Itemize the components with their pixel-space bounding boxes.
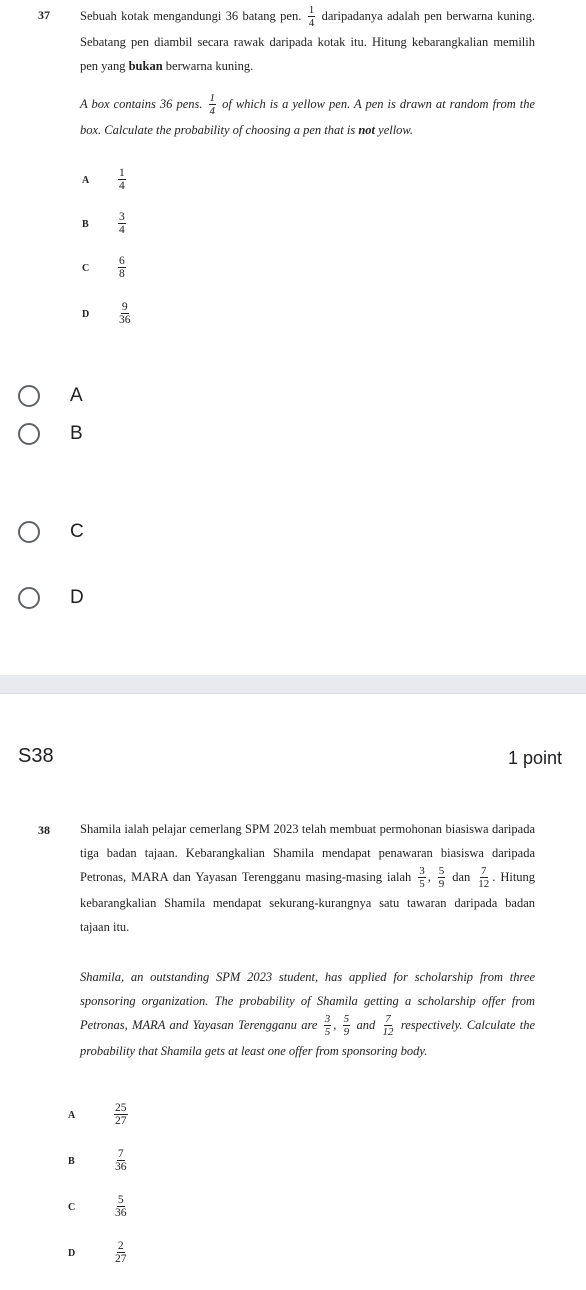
- choice-d[interactable]: [0, 568, 586, 628]
- option-b: B $\frac{7}{36}$: [68, 1148, 127, 1173]
- question-text-english: Shamila, an outstanding SPM 2023 student, has applied for scholarship from three sponsoring organization. The probability of Shamila getting a scholarship offer from Petronas, MARA and Yayasan Terengganu are $\frac{3}{5}$ , $\frac{5}{9}$ and $\frac{7}{12}$ respectively. Calculate the probability that Shamila gets at least one offer from sponsoring body.: [80, 970, 536, 1058]
- option-d: D $\frac{9}{36}$: [82, 301, 131, 326]
- choice-c[interactable]: [0, 502, 586, 562]
- question-title: S38: [18, 745, 54, 767]
- option-a: A $\frac{25}{27}$: [68, 1102, 127, 1127]
- option-c: C $\frac{5}{36}$: [68, 1194, 127, 1219]
- choice-label: C: [70, 521, 84, 542]
- choice-label: B: [70, 423, 83, 444]
- fraction: $\frac{1}{4}$: [308, 3, 315, 29]
- radio-button[interactable]: [18, 521, 40, 543]
- choice-b[interactable]: [0, 404, 586, 464]
- fraction: $\frac{1}{4}$: [209, 91, 216, 117]
- choice-label: A: [70, 385, 83, 406]
- divider-line: [0, 693, 586, 694]
- question-number: 38: [38, 823, 50, 837]
- question-text-malay: Sebuah kotak mengandungi 36 batang pen. $\frac{1}{4}$ daripadanya adalah pen berwarna kuning. Sebatang pen diambil secara rawak daripada kotak itu. Hitung kebarangkalian memilih pen yang bukan berwarna kuning.: [80, 3, 536, 73]
- question-37-image: [0, 0, 586, 350]
- question-38-image: [0, 815, 586, 1290]
- section-divider: [0, 675, 586, 693]
- option-a: A $\frac{1}{4}$: [82, 167, 125, 192]
- radio-button[interactable]: [18, 587, 40, 609]
- choice-label: D: [70, 587, 84, 608]
- question-text-malay: Shamila ialah pelajar cemerlang SPM 2023 telah membuat permohonan biasiswa daripada tiga badan tajaan. Kebarangkalian Shamila mendapat penawaran biasiswa daripada Petronas, MARA dan Yayasan Terengganu masing-masing ialah $\frac{3}{5}$ , $\frac{5}{9}$ dan $\frac{7}{12}$ . Hitung kebarangkalian Shamila mendapat sekurang-kurangnya satu tawaran daripada badan tajaan itu.: [80, 822, 536, 934]
- question-points: 1 point: [507, 748, 562, 768]
- question-number: 37: [38, 8, 50, 22]
- option-b: B $\frac{3}{4}$: [82, 211, 125, 236]
- option-c: C $\frac{6}{8}$: [82, 255, 125, 280]
- question-text-english: A box contains 36 pens. $\frac{1}{4}$ of which is a yellow pen. A pen is drawn at random from the box. Calculate the probability of choosing a pen that is not yellow.: [80, 91, 536, 137]
- option-d: D $\frac{2}{27}$: [68, 1240, 127, 1265]
- radio-button[interactable]: [18, 423, 40, 445]
